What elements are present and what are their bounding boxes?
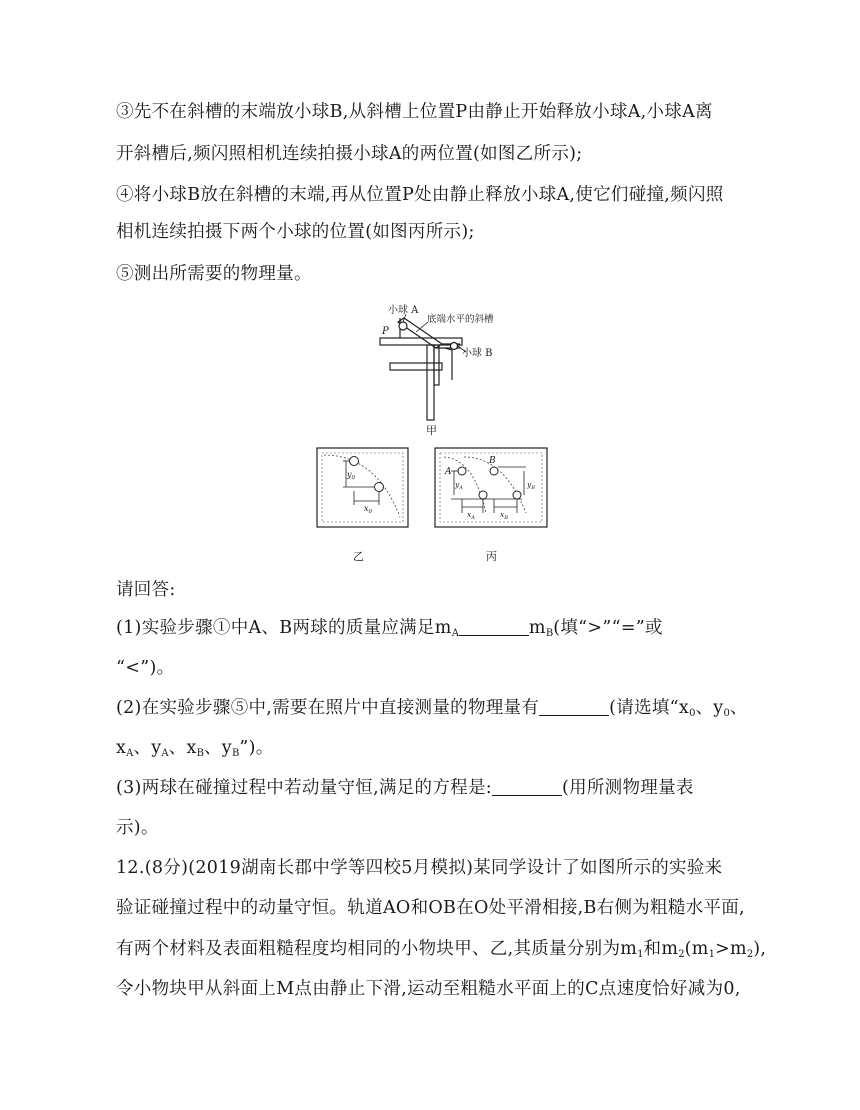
caption-bing: 丙 bbox=[486, 550, 497, 563]
ball-b bbox=[451, 343, 458, 350]
label-ball-a: 小球 A bbox=[388, 305, 419, 316]
label-xb: $x_B$ bbox=[500, 510, 508, 521]
label-xa: $x_A$ bbox=[467, 510, 475, 521]
problem-12-line1: 12.(8分)(2019湖南长郡中学等四校5月模拟)某同学设计了如图所示的实验来 bbox=[116, 858, 723, 878]
answer-blank-1[interactable] bbox=[459, 617, 529, 636]
label-ya: $y_A$ bbox=[455, 480, 463, 491]
table-leg bbox=[427, 345, 434, 420]
step4-line1: ④将小球B放在斜槽的末端,再从位置P处由静止释放小球A,使它们碰撞,频闪照 bbox=[116, 185, 724, 205]
ball-a-pos2 bbox=[479, 491, 487, 499]
answer-blank-2[interactable] bbox=[539, 697, 609, 716]
question-3-line2: 示)。 bbox=[116, 818, 159, 838]
question-3-line1: (3)两球在碰撞过程中若动量守恒,满足的方程是: (用所测物理量表 bbox=[116, 778, 694, 798]
figure-bing bbox=[434, 447, 549, 529]
label-chute: 底端水平的斜槽 bbox=[427, 314, 494, 325]
label-b: B bbox=[489, 456, 496, 466]
figure-jia bbox=[370, 300, 520, 425]
problem-12-line3: 有两个材料及表面粗糙程度均相同的小物块甲、乙,其质量分别为$m_1$和$m_2(m_1>m_2)$, bbox=[116, 939, 767, 960]
caption-yi: 乙 bbox=[353, 550, 364, 563]
trajectory-yi bbox=[324, 455, 400, 517]
question-2-line2: $x_A$、$y_A$、$x_B$、$y_B$”)。 bbox=[116, 738, 274, 759]
ball-a-pos1 bbox=[458, 467, 466, 475]
step5-line: ⑤测出所需要的物理量。 bbox=[116, 264, 312, 284]
caption-jia: 甲 bbox=[426, 424, 437, 437]
step4-line2: 相机连续拍摄下两个小球的位置(如图丙所示); bbox=[116, 222, 475, 242]
question-2-line1: (2)在实验步骤⑤中,需要在照片中直接测量的物理量有 (请选填“$x_0$、$y_0$、 bbox=[116, 698, 748, 719]
label-p: P bbox=[382, 326, 389, 337]
ball-b-pos2 bbox=[513, 491, 521, 499]
photo-frame-yi bbox=[317, 448, 408, 527]
label-x0: $x_0$ bbox=[364, 504, 373, 515]
ball-position-2 bbox=[375, 483, 384, 492]
ball-a bbox=[399, 322, 407, 330]
label-yb: $y_B$ bbox=[527, 480, 535, 491]
problem-12-line4: 令小物块甲从斜面上M点由静止下滑,运动至粗糙水平面上的C点速度恰好减为0, bbox=[116, 979, 741, 999]
ball-b-pos1 bbox=[490, 467, 498, 475]
trajectory-a bbox=[444, 457, 486, 513]
step3-line1: ③先不在斜槽的末端放小球B,从斜槽上位置P由静止开始释放小球A,小球A离 bbox=[116, 102, 713, 122]
label-ball-b: 小球 B bbox=[462, 348, 493, 359]
problem-12-line2: 验证碰撞过程中的动量守恒。轨道AO和OB在O处平滑相接,B右侧为粗糙水平面, bbox=[116, 898, 745, 918]
figure-yi bbox=[316, 447, 410, 529]
question-1-line2: “<”)。 bbox=[116, 658, 175, 678]
questions-intro: 请回答: bbox=[116, 580, 176, 600]
ball-position-1 bbox=[350, 457, 359, 466]
label-y0: $y_0$ bbox=[347, 470, 356, 481]
step3-line2: 开斜槽后,频闪照相机连续拍摄小球A的两位置(如图乙所示); bbox=[116, 144, 583, 164]
question-1-line1: (1)实验步骤①中A、B两球的质量应满足$m_A$ $m_B$(填“>”“=”或 bbox=[116, 618, 663, 639]
answer-blank-3[interactable] bbox=[492, 777, 562, 796]
label-a: A bbox=[445, 467, 452, 477]
